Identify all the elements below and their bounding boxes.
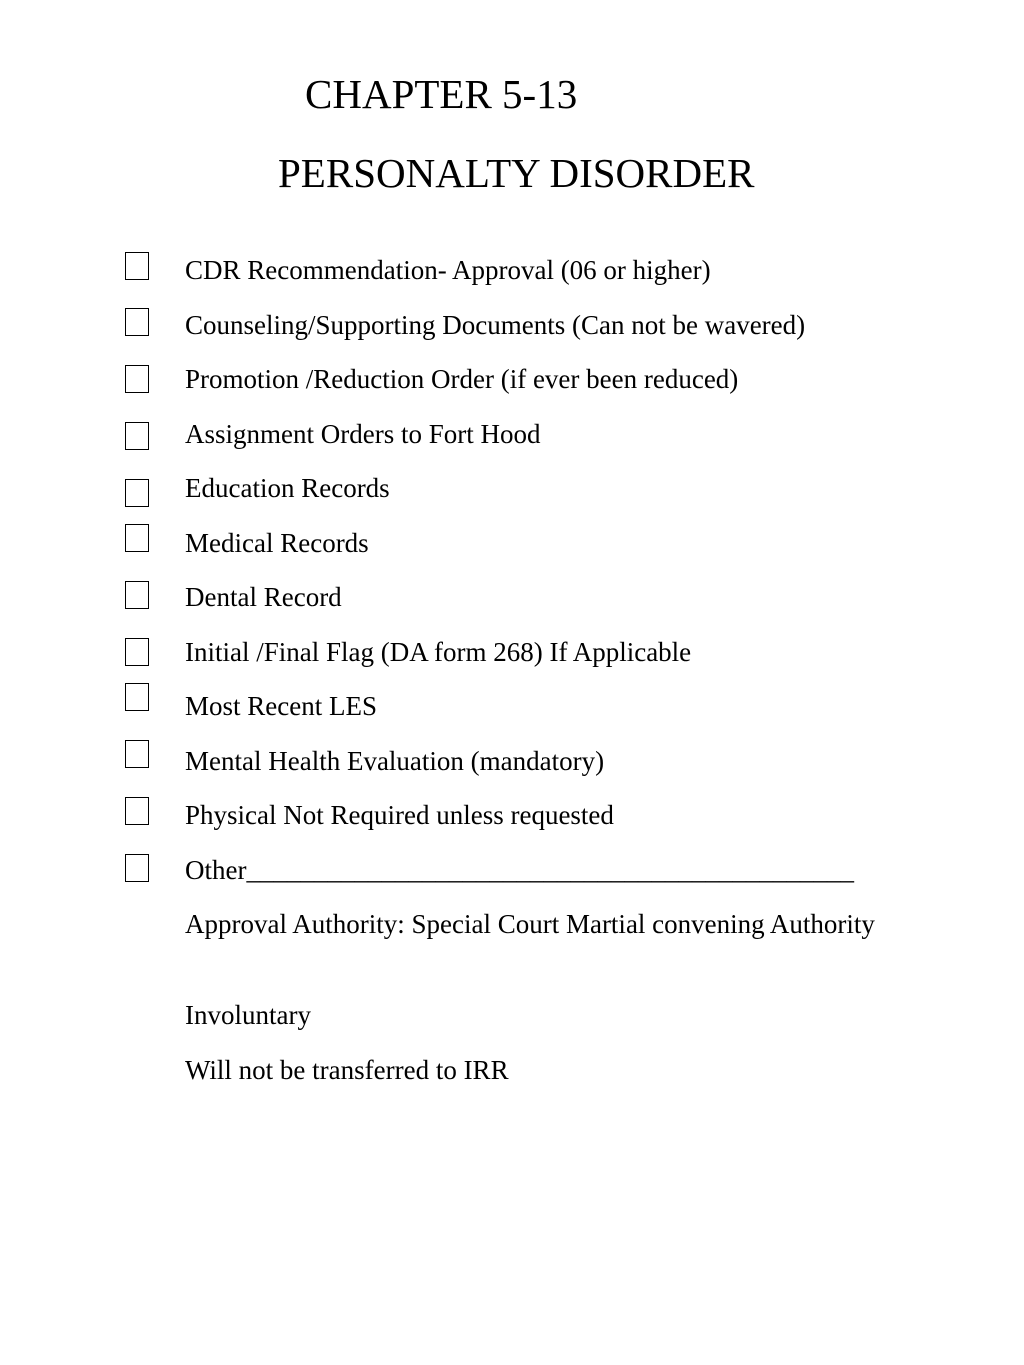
checkbox-other[interactable] xyxy=(125,854,149,882)
checkbox-mental-health-evaluation[interactable] xyxy=(125,740,149,768)
approval-authority-note: Approval Authority: Special Court Martial convening Authority xyxy=(185,909,875,939)
checklist-item-mental-health-evaluation: Mental Health Evaluation (mandatory) xyxy=(185,746,605,776)
checkbox-assignment-orders[interactable] xyxy=(125,422,149,450)
checkbox-initial-final-flag[interactable] xyxy=(125,638,149,666)
checklist-item-medical-records: Medical Records xyxy=(185,528,369,558)
checklist-item-counseling-documents: Counseling/Supporting Documents (Can not be wavered) xyxy=(185,310,806,340)
irr-transfer-note: Will not be transferred to IRR xyxy=(185,1055,509,1085)
checkbox-education-records[interactable] xyxy=(125,479,149,507)
involuntary-note: Involuntary xyxy=(185,1000,311,1030)
checklist-item-promotion-reduction: Promotion /Reduction Order (if ever been reduced) xyxy=(185,364,739,394)
checklist-item-most-recent-les: Most Recent LES xyxy=(185,691,377,721)
checkbox-cdr-recommendation[interactable] xyxy=(125,252,149,280)
checkbox-promotion-reduction[interactable] xyxy=(125,365,149,393)
checklist-item-other: Other_____________________________________________ xyxy=(185,855,854,885)
checkbox-counseling-documents[interactable] xyxy=(125,308,149,336)
checklist-item-initial-final-flag: Initial /Final Flag (DA form 268) If Applicable xyxy=(185,637,692,667)
checklist-item-physical: Physical Not Required unless requested xyxy=(185,800,614,830)
checkbox-most-recent-les[interactable] xyxy=(125,683,149,711)
checkbox-dental-record[interactable] xyxy=(125,581,149,609)
chapter-heading: CHAPTER 5-13 xyxy=(305,71,578,117)
checklist-item-education-records: Education Records xyxy=(185,473,390,503)
checkbox-physical[interactable] xyxy=(125,797,149,825)
checklist-item-cdr-recommendation: CDR Recommendation- Approval (06 or higher) xyxy=(185,255,711,285)
checkbox-medical-records[interactable] xyxy=(125,524,149,552)
document-title: PERSONALTY DISORDER xyxy=(278,150,755,196)
checklist-item-dental-record: Dental Record xyxy=(185,582,342,612)
checklist-item-assignment-orders: Assignment Orders to Fort Hood xyxy=(185,419,541,449)
